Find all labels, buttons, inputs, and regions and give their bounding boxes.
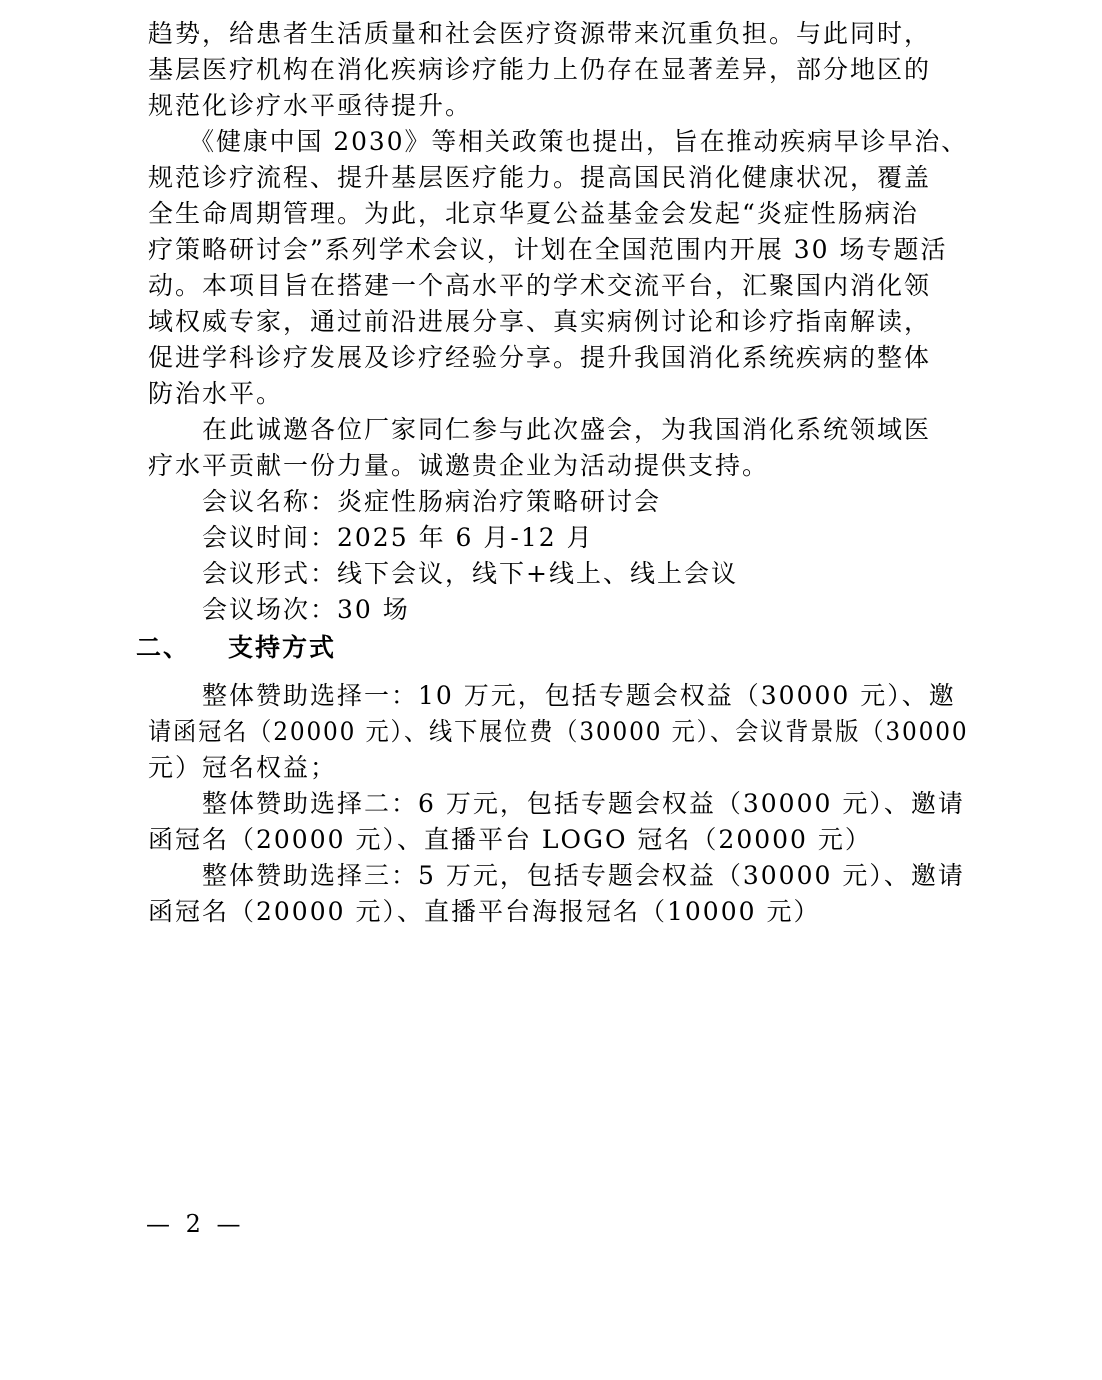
- body-text-bottom: [148, 678, 968, 930]
- meeting-time-line: 会议时间：2025 年 6 月-12 月: [148, 523, 594, 552]
- text-line: 基层医疗机构在消化疾病诊疗能力上仍存在显著差异，部分地区的: [148, 55, 932, 84]
- text-line: 促进学科诊疗发展及诊疗经验分享。提升我国消化系统疾病的整体: [148, 343, 932, 372]
- sponsor-option-line: 请函冠名（20000 元）、线下展位费（30000 元）、会议背景版（30000: [148, 717, 969, 746]
- sponsor-option-line: 函冠名（20000 元）、直播平台海报冠名（10000 元）: [148, 897, 821, 926]
- meeting-name-line: 会议名称：炎症性肠病治疗策略研讨会: [148, 487, 662, 516]
- sponsor-option-line: 函冠名（20000 元）、直播平台 LOGO 冠名（20000 元）: [148, 825, 872, 854]
- meeting-count-line: 会议场次：30 场: [148, 595, 410, 624]
- text-line: 域权威专家，通过前沿进展分享、真实病例讨论和诊疗指南解读，: [148, 307, 932, 336]
- sponsor-option-line: 元）冠名权益；: [148, 753, 338, 782]
- text-line: 规范化诊疗水平亟待提升。: [148, 91, 473, 120]
- text-line: 防治水平。: [148, 379, 284, 408]
- body-text-top: [148, 16, 968, 628]
- text-line: 趋势，给患者生活质量和社会医疗资源带来沉重负担。与此同时，: [148, 19, 932, 48]
- sponsor-option-line: 整体赞助选择三：5 万元，包括专题会权益（30000 元）、邀请: [148, 861, 965, 890]
- text-line: 规范诊疗流程、提升基层医疗能力。提高国民消化健康状况，覆盖: [148, 163, 932, 192]
- text-line: 在此诚邀各位厂家同仁参与此次盛会，为我国消化系统领域医: [148, 415, 932, 444]
- page-number: — 2 —: [146, 1210, 245, 1238]
- section-heading: [136, 628, 336, 668]
- text-line: 疗策略研讨会”系列学术会议，计划在全国范围内开展 30 场专题活: [148, 235, 948, 264]
- text-line: 疗水平贡献一份力量。诚邀贵企业为活动提供支持。: [148, 451, 770, 480]
- text-line: 全生命周期管理。为此，北京华夏公益基金会发起“炎症性肠病治: [148, 199, 919, 228]
- meeting-format-line: 会议形式：线下会议，线下+线上、线上会议: [148, 559, 738, 588]
- section-number: 二、: [136, 633, 191, 662]
- sponsor-option-line: 整体赞助选择一：10 万元，包括专题会权益（30000 元）、邀: [148, 681, 956, 710]
- text-line: 动。本项目旨在搭建一个高水平的学术交流平台，汇聚国内消化领: [148, 271, 932, 300]
- section-title: 支持方式: [228, 633, 337, 662]
- sponsor-option-line: 整体赞助选择二：6 万元，包括专题会权益（30000 元）、邀请: [148, 789, 965, 818]
- text-line: 《健康中国 2030》等相关政策也提出，旨在推动疾病早诊早治、: [148, 127, 969, 156]
